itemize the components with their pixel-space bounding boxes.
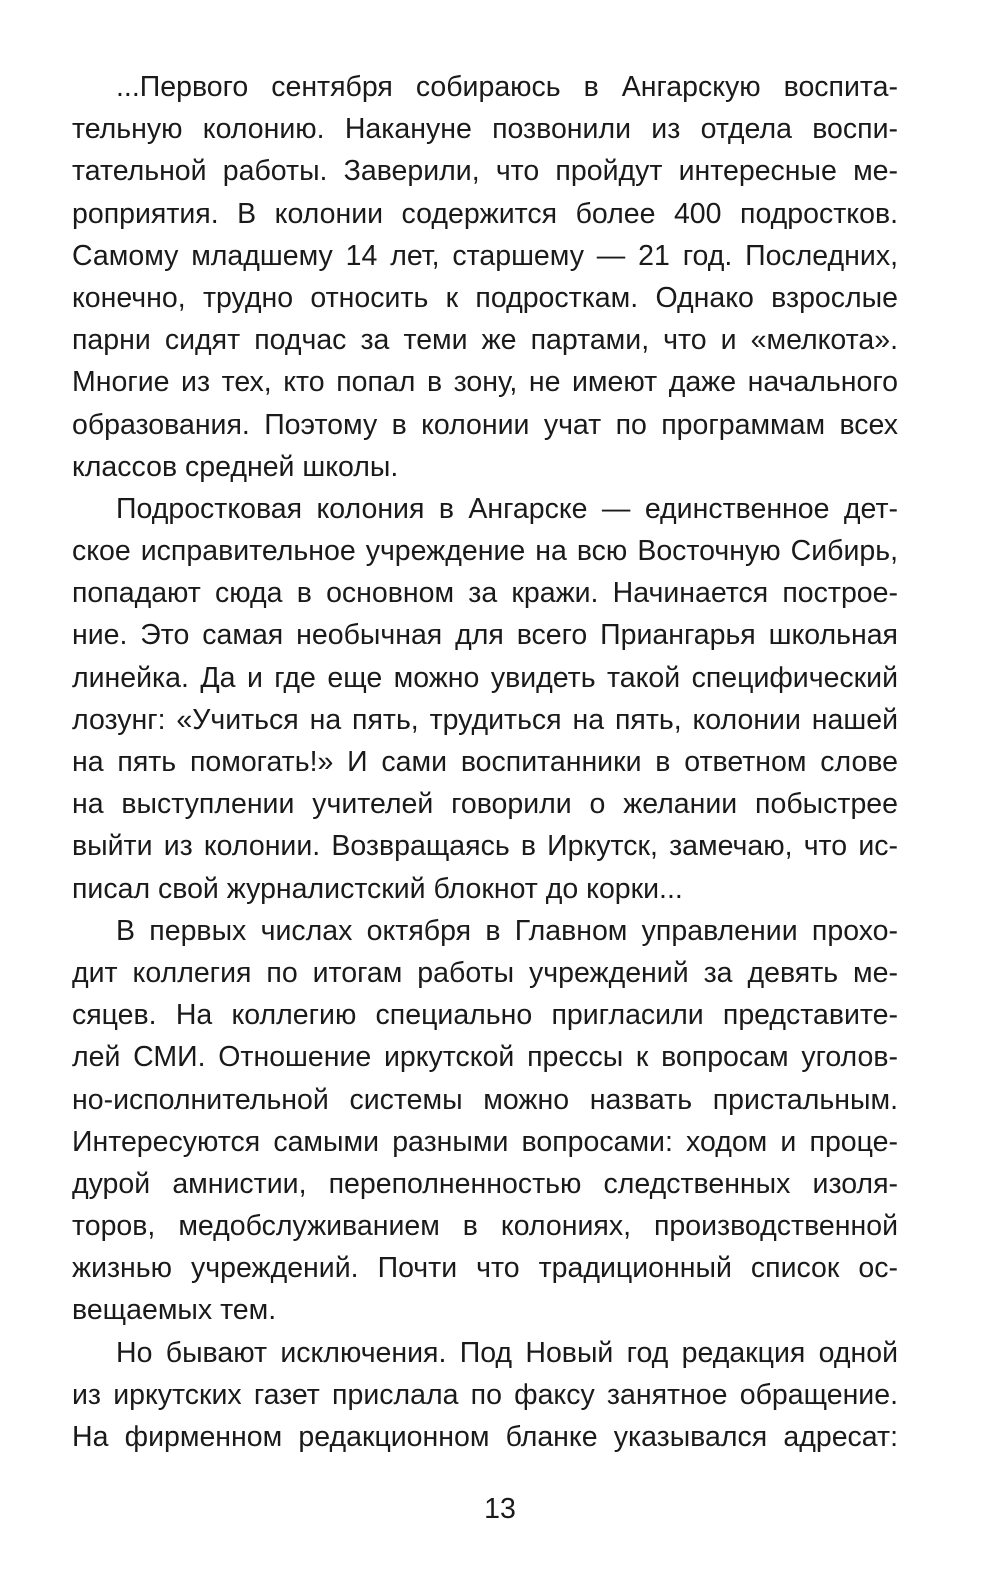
text-line: сяцев. На коллегию специально пригласили представите- bbox=[72, 999, 898, 1032]
text-line: конечно, трудно относить к подросткам. Однако взрослые bbox=[72, 281, 898, 314]
paragraph-3 bbox=[72, 910, 898, 1332]
text-line: На фирменном редакционном бланке указывался адресат: bbox=[72, 1421, 898, 1453]
text-line: вещаемых тем. bbox=[72, 1294, 277, 1327]
text-line: ние. Это самая необычная для всего Приангарья школьная bbox=[72, 619, 898, 652]
text-line: образования. Поэтому в колонии учат по программам всех bbox=[72, 408, 898, 441]
text-line: парни сидят подчас за теми же партами, что и «мелкота». bbox=[72, 324, 898, 357]
text-line: на выступлении учителей говорили о желании побыстрее bbox=[72, 788, 898, 821]
text-line: ...Первого сентября собираюсь в Ангарскую воспита- bbox=[116, 71, 898, 103]
text-line: дит коллегия по итогам работы учреждений за девять ме- bbox=[72, 956, 898, 989]
text-line: на пять помогать!» И сами воспитанники в ответном слове bbox=[72, 746, 898, 778]
text-line: Подростковая колония в Ангарске — единственное дет- bbox=[116, 492, 898, 525]
text-line: писал свой журналистский блокнот до корки... bbox=[72, 872, 683, 905]
text-line: лей СМИ. Отношение иркутской прессы к вопросам уголов- bbox=[72, 1041, 898, 1074]
text-line: Самому младшему 14 лет, старшему — 21 год. Последних, bbox=[72, 239, 898, 272]
text-line: роприятия. В колонии содержится более 400 подростков. bbox=[72, 197, 898, 230]
text-body bbox=[72, 66, 898, 1458]
text-line: выйти из колонии. Возвращаясь в Иркутск, замечаю, что ис- bbox=[72, 830, 898, 863]
text-line: тельную колонию. Накануне позвонили из отдела воспи- bbox=[72, 113, 898, 146]
text-line: Многие из тех, кто попал в зону, не имеют даже начального bbox=[72, 366, 898, 399]
text-line: попадают сюда в основном за кражи. Начинается построе- bbox=[72, 577, 898, 610]
text-line: торов, медобслуживанием в колониях, производственной bbox=[72, 1210, 898, 1243]
paragraph-4 bbox=[72, 1332, 898, 1459]
text-line: лозунг: «Учиться на пять, трудиться на пять, колонии нашей bbox=[72, 703, 898, 736]
text-line: Интересуются самыми разными вопросами: ходом и проце- bbox=[72, 1125, 898, 1158]
text-line: но-исполнительной системы можно назвать пристальным. bbox=[72, 1083, 898, 1116]
text-line: жизнью учреждений. Почти что традиционный список ос- bbox=[72, 1252, 898, 1285]
page-number: 13 bbox=[484, 1493, 516, 1525]
text-line: Но бывают исключения. Под Новый год редакция одной bbox=[116, 1336, 898, 1369]
paragraph-2 bbox=[72, 488, 898, 910]
text-line: дурой амнистии, переполненностью следственных изоля- bbox=[72, 1167, 898, 1200]
text-line: линейка. Да и где еще можно увидеть такой специфический bbox=[72, 661, 898, 694]
text-line: В первых числах октября в Главном управлении прохо- bbox=[116, 914, 898, 947]
paragraph-1 bbox=[72, 66, 898, 488]
text-line: из иркутских газет прислала по факсу занятное обращение. bbox=[72, 1378, 898, 1411]
text-line: тательной работы. Заверили, что пройдут интересные ме- bbox=[72, 155, 898, 188]
text-line: классов средней школы. bbox=[72, 450, 399, 483]
text-line: ское исправительное учреждение на всю Восточную Сибирь, bbox=[72, 535, 898, 568]
